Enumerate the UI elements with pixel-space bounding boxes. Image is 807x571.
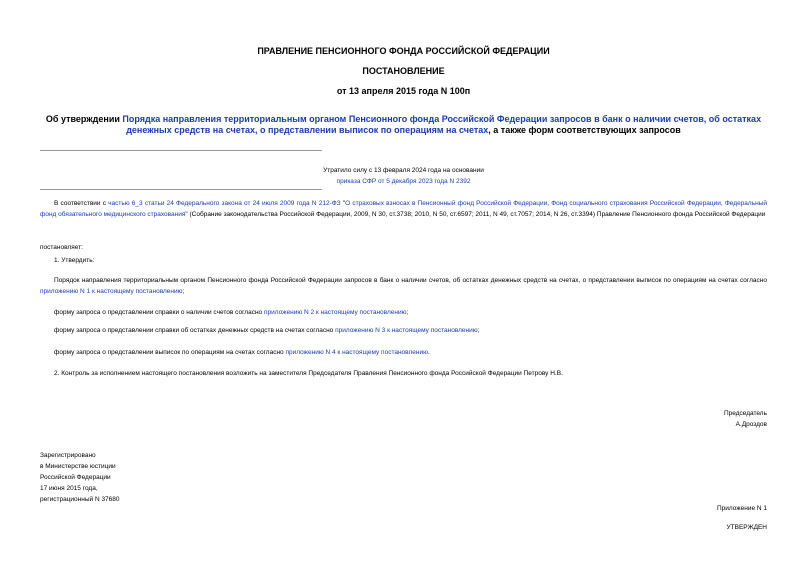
order-end: ;	[182, 288, 185, 295]
item-1: 1. Утвердить:	[54, 257, 95, 264]
signature-position: Председатель	[723, 410, 767, 417]
document-title	[40, 114, 767, 136]
appendix-3-link[interactable]: приложению N 3 к настоящему постановлению	[335, 327, 478, 334]
registration-line-4: 17 июня 2015 года,	[40, 485, 98, 492]
form-2-end: ;	[477, 327, 480, 334]
doc-date-number: от 13 апреля 2015 года N 100п	[336, 86, 471, 96]
item-2: 2. Контроль за исполнением настоящего постановления возложить на заместителя Председателя Правления Пенсионного фонда Российской Федерации Петрову Н.В.	[54, 370, 563, 377]
appendix-4-link[interactable]: приложению N 4 к настоящему постановлению	[285, 349, 428, 356]
org-name: ПРАВЛЕНИЕ ПЕНСИОННОГО ФОНДА РОССИЙСКОЙ ФЕДЕРАЦИИ	[257, 46, 550, 56]
registration-block	[40, 450, 120, 505]
form-1-text: форму запроса о представлении справки о наличии счетов согласно	[54, 309, 264, 316]
order-paragraph	[40, 275, 767, 297]
form-1-end: ;	[406, 309, 409, 316]
divider-bottom	[40, 189, 322, 190]
doc-type: ПОСТАНОВЛЕНИЕ	[362, 66, 445, 76]
order-text: Порядок направления территориальным органом Пенсионного фонда Российской Федерации запросов в банк о наличии счетов, об остатках денежных средств на счетах, о представлении выписок по операциям на счетах согласно	[54, 277, 767, 284]
registration-line-2: в Министерстве юстиции	[40, 463, 116, 470]
decides-label: постановляет:	[40, 244, 83, 251]
status-note	[290, 165, 517, 187]
status-line: Утратило силу с 13 февраля 2024 года на основании	[323, 167, 484, 174]
divider-top	[40, 150, 322, 151]
registration-line-3: Российской Федерации	[40, 474, 111, 481]
form-3-paragraph	[54, 347, 430, 358]
form-2-paragraph	[54, 325, 479, 336]
preamble-text-1: В соответствии с	[54, 200, 109, 207]
form-1-paragraph	[54, 307, 408, 318]
preamble-text-3: " (Собрание законодательства Российской Федерации, 2009, N 30, ст.3738; 2010, N 50, ст.6597; 2011, N 49, ст.7057; 2014, N 26, ст.3394) Правление Пенсионного фонда Российской Федерации	[185, 211, 766, 218]
registration-line-5: регистрационный N 37680	[40, 496, 120, 503]
signature-block	[724, 408, 767, 430]
preamble-text-2: "	[340, 200, 346, 207]
appendix-label: Приложение N 1	[716, 505, 767, 512]
preamble	[40, 198, 767, 220]
title-suffix: , а также форм соответствующих запросов	[488, 125, 681, 135]
form-3-end: .	[427, 349, 430, 356]
appendix-1-link[interactable]: приложению N 1 к настоящему постановлению	[40, 288, 183, 295]
signature-name: А.Дроздов	[735, 421, 767, 428]
form-2-text: форму запроса о представлении справки об остатках денежных средств на счетах согласно	[54, 327, 336, 334]
registration-line-1: Зарегистрировано	[40, 452, 96, 459]
approved-label: УТВЕРЖДЕН	[726, 524, 767, 531]
title-link[interactable]: Порядка направления территориальным органом Пенсионного фонда Российской Федерации запросов в банк о наличии счетов, об остатках денежных средств на счетах, о представлении выписок по операциям на счетах	[122, 114, 762, 135]
appendix-2-link[interactable]: приложению N 2 к настоящему постановлению	[263, 309, 407, 316]
form-3-text: форму запроса о представлении выписок по операциям на счетах согласно	[54, 349, 286, 356]
law-title-link[interactable]: О страховых взносах в Пенсионный фонд Российской Федерации, Фонд социального страхования Российской Федерации, Федеральный фонд обязательного медицинского страхования	[40, 200, 767, 218]
status-link[interactable]: приказа СФР от 5 декабря 2023 года N 2392	[336, 178, 471, 185]
law-article-link[interactable]: частью 6_3 статьи 24 Федерального закона от 24 июля 2009 года N 212-ФЗ	[108, 200, 341, 207]
title-prefix: Об утверждении	[45, 114, 123, 124]
